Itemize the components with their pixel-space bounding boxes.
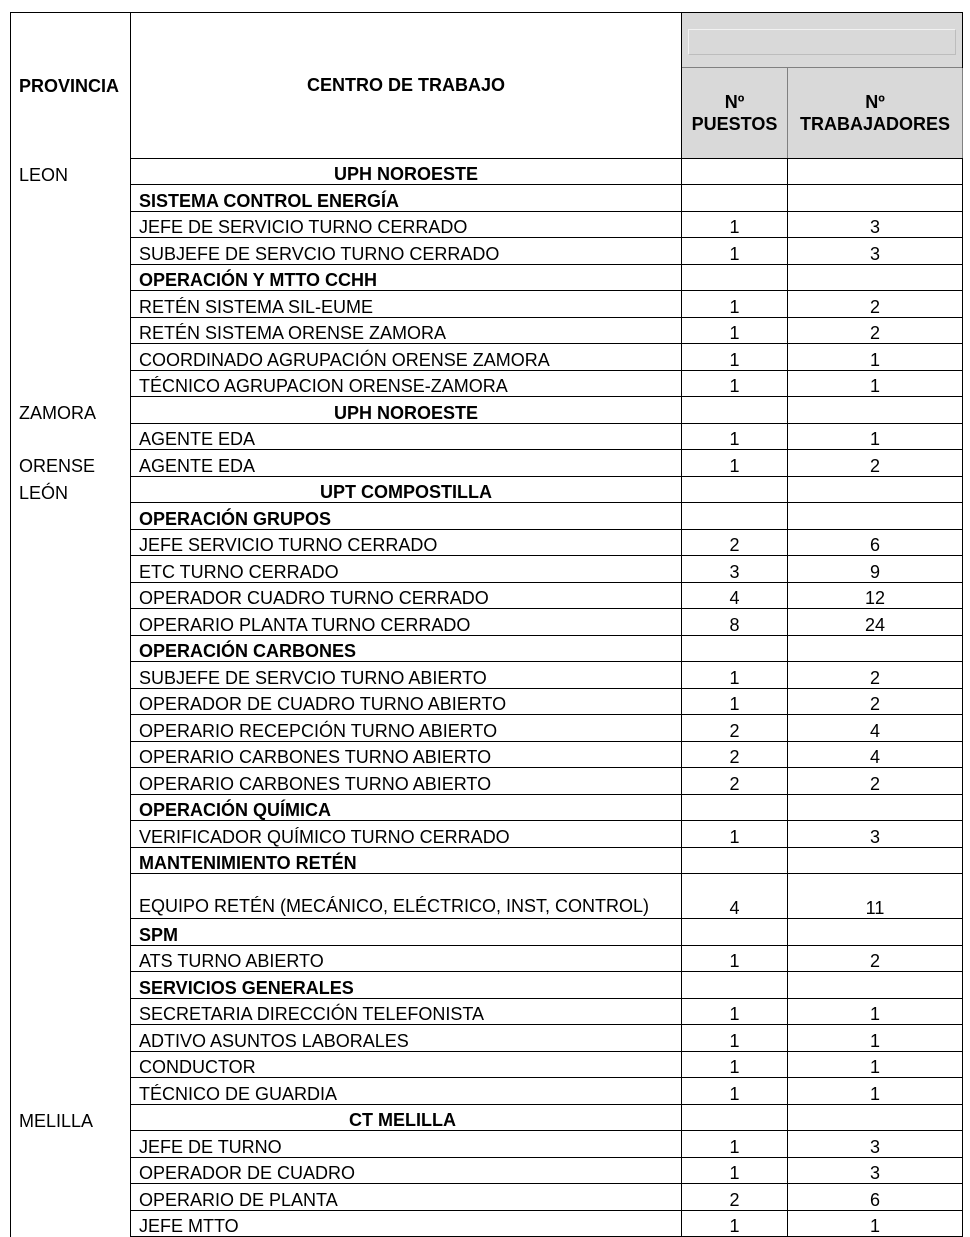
trabajadores-cell xyxy=(788,972,963,999)
trabajadores-cell: 11 xyxy=(788,874,963,919)
section-name-cell: SPM xyxy=(131,919,682,946)
section-name-cell: SISTEMA CONTROL ENERGÍA xyxy=(131,185,682,212)
puestos-cell: 1 xyxy=(682,238,788,265)
province-cell xyxy=(11,582,131,609)
province-cell: ORENSE xyxy=(11,450,131,477)
province-cell xyxy=(11,238,131,265)
unit-name-cell: UPH NOROESTE xyxy=(131,397,682,424)
trabajadores-cell xyxy=(788,503,963,530)
trabajadores-cell: 1 xyxy=(788,423,963,450)
trabajadores-cell: 6 xyxy=(788,1184,963,1211)
job-title-cell: EQUIPO RETÉN (MECÁNICO, ELÉCTRICO, INST, CONTROL) xyxy=(131,874,682,919)
job-title-cell: AGENTE EDA xyxy=(131,423,682,450)
province-cell xyxy=(11,794,131,821)
header-trabajadores xyxy=(788,67,963,158)
table-row xyxy=(11,1210,963,1237)
table-row xyxy=(11,185,963,212)
table-row xyxy=(11,768,963,795)
header-puestos xyxy=(682,67,788,158)
job-title-cell: OPERADOR DE CUADRO xyxy=(131,1157,682,1184)
job-title-cell: RETÉN SISTEMA SIL-EUME xyxy=(131,291,682,318)
header-puestos-line2: PUESTOS xyxy=(691,113,778,134)
province-cell xyxy=(11,688,131,715)
trabajadores-cell xyxy=(788,185,963,212)
puestos-cell: 1 xyxy=(682,998,788,1025)
trabajadores-cell xyxy=(788,847,963,874)
puestos-cell: 4 xyxy=(682,874,788,919)
trabajadores-cell xyxy=(788,476,963,503)
table-row xyxy=(11,1051,963,1078)
table-body xyxy=(11,158,963,1237)
trabajadores-cell: 3 xyxy=(788,1131,963,1158)
trabajadores-cell: 1 xyxy=(788,1210,963,1237)
puestos-cell xyxy=(682,264,788,291)
table-row xyxy=(11,945,963,972)
province-cell xyxy=(11,945,131,972)
puestos-cell: 3 xyxy=(682,556,788,583)
table-row xyxy=(11,291,963,318)
job-title-cell: OPERARIO CARBONES TURNO ABIERTO xyxy=(131,768,682,795)
trabajadores-cell xyxy=(788,794,963,821)
trabajadores-cell: 4 xyxy=(788,715,963,742)
section-name-cell: OPERACIÓN CARBONES xyxy=(131,635,682,662)
puestos-cell: 1 xyxy=(682,688,788,715)
table-row xyxy=(11,370,963,397)
job-title-cell: JEFE SERVICIO TURNO CERRADO xyxy=(131,529,682,556)
header-provincia: PROVINCIA xyxy=(11,13,131,159)
puestos-cell: 1 xyxy=(682,423,788,450)
trabajadores-cell: 1 xyxy=(788,370,963,397)
job-title-cell: JEFE DE TURNO xyxy=(131,1131,682,1158)
province-cell xyxy=(11,662,131,689)
province-cell: LEON xyxy=(11,158,131,185)
table-row xyxy=(11,919,963,946)
puestos-cell: 1 xyxy=(682,211,788,238)
trabajadores-cell: 3 xyxy=(788,821,963,848)
puestos-cell xyxy=(682,185,788,212)
puestos-cell: 1 xyxy=(682,1157,788,1184)
job-title-cell: ETC TURNO CERRADO xyxy=(131,556,682,583)
puestos-cell: 8 xyxy=(682,609,788,636)
province-cell xyxy=(11,503,131,530)
job-title-cell: SUBJEFE DE SERVCIO TURNO ABIERTO xyxy=(131,662,682,689)
puestos-cell xyxy=(682,635,788,662)
puestos-cell xyxy=(682,794,788,821)
province-cell xyxy=(11,1157,131,1184)
puestos-cell: 1 xyxy=(682,662,788,689)
job-title-cell: SUBJEFE DE SERVCIO TURNO CERRADO xyxy=(131,238,682,265)
puestos-cell: 1 xyxy=(682,1131,788,1158)
province-cell xyxy=(11,556,131,583)
puestos-cell xyxy=(682,972,788,999)
puestos-cell: 2 xyxy=(682,768,788,795)
job-title-cell: VERIFICADOR QUÍMICO TURNO CERRADO xyxy=(131,821,682,848)
trabajadores-cell xyxy=(788,635,963,662)
table-row xyxy=(11,556,963,583)
puestos-cell: 4 xyxy=(682,582,788,609)
table-row xyxy=(11,1157,963,1184)
province-cell xyxy=(11,1025,131,1052)
table-row xyxy=(11,423,963,450)
trabajadores-cell: 3 xyxy=(788,211,963,238)
province-cell xyxy=(11,821,131,848)
job-title-cell: TÉCNICO AGRUPACION ORENSE-ZAMORA xyxy=(131,370,682,397)
puestos-cell: 1 xyxy=(682,1078,788,1105)
province-cell xyxy=(11,635,131,662)
unit-name-cell: UPH NOROESTE xyxy=(131,158,682,185)
puestos-cell xyxy=(682,919,788,946)
province-cell xyxy=(11,1131,131,1158)
trabajadores-cell: 12 xyxy=(788,582,963,609)
table-row xyxy=(11,211,963,238)
puestos-cell xyxy=(682,476,788,503)
table-row xyxy=(11,1184,963,1211)
trabajadores-cell: 1 xyxy=(788,1078,963,1105)
table-row xyxy=(11,317,963,344)
province-cell xyxy=(11,874,131,919)
province-cell xyxy=(11,264,131,291)
puestos-cell: 1 xyxy=(682,821,788,848)
puestos-cell xyxy=(682,847,788,874)
table-row xyxy=(11,662,963,689)
province-cell xyxy=(11,998,131,1025)
header-trabajadores-line2: TRABAJADORES xyxy=(799,113,950,134)
province-cell xyxy=(11,344,131,371)
trabajadores-cell: 2 xyxy=(788,291,963,318)
job-title-cell: AGENTE EDA xyxy=(131,450,682,477)
trabajadores-cell: 2 xyxy=(788,768,963,795)
province-cell xyxy=(11,1051,131,1078)
table-container xyxy=(10,12,962,1236)
table-row xyxy=(11,1078,963,1105)
table-row xyxy=(11,582,963,609)
puestos-cell xyxy=(682,503,788,530)
province-cell xyxy=(11,423,131,450)
province-cell xyxy=(11,1210,131,1237)
job-title-cell: OPERARIO PLANTA TURNO CERRADO xyxy=(131,609,682,636)
province-cell xyxy=(11,1184,131,1211)
puestos-cell xyxy=(682,158,788,185)
province-cell xyxy=(11,741,131,768)
trabajadores-cell: 6 xyxy=(788,529,963,556)
table-row xyxy=(11,238,963,265)
puestos-cell: 1 xyxy=(682,370,788,397)
section-name-cell: SERVICIOS GENERALES xyxy=(131,972,682,999)
table-row xyxy=(11,609,963,636)
province-cell xyxy=(11,715,131,742)
header-group-box xyxy=(688,29,956,55)
table-row xyxy=(11,1025,963,1052)
header-trabajadores-line1: Nº xyxy=(865,91,885,112)
job-title-cell: OPERADOR DE CUADRO TURNO ABIERTO xyxy=(131,688,682,715)
job-title-cell: CONDUCTOR xyxy=(131,1051,682,1078)
trabajadores-cell: 2 xyxy=(788,688,963,715)
province-cell xyxy=(11,211,131,238)
job-title-cell: COORDINADO AGRUPACIÓN ORENSE ZAMORA xyxy=(131,344,682,371)
section-name-cell: MANTENIMIENTO RETÉN xyxy=(131,847,682,874)
section-name-cell: OPERACIÓN QUÍMICA xyxy=(131,794,682,821)
job-title-cell: OPERARIO CARBONES TURNO ABIERTO xyxy=(131,741,682,768)
job-title-cell: SECRETARIA DIRECCIÓN TELEFONISTA xyxy=(131,998,682,1025)
section-name-cell: OPERACIÓN GRUPOS xyxy=(131,503,682,530)
trabajadores-cell: 2 xyxy=(788,450,963,477)
job-title-cell: JEFE MTTO xyxy=(131,1210,682,1237)
table-row xyxy=(11,972,963,999)
trabajadores-cell xyxy=(788,919,963,946)
table-row xyxy=(11,821,963,848)
province-cell xyxy=(11,185,131,212)
table-row xyxy=(11,264,963,291)
trabajadores-cell: 3 xyxy=(788,1157,963,1184)
puestos-cell: 2 xyxy=(682,1184,788,1211)
trabajadores-cell: 2 xyxy=(788,945,963,972)
trabajadores-cell: 2 xyxy=(788,662,963,689)
staffing-table xyxy=(10,12,963,1237)
puestos-cell: 2 xyxy=(682,529,788,556)
job-title-cell: ADTIVO ASUNTOS LABORALES xyxy=(131,1025,682,1052)
table-row xyxy=(11,874,963,919)
trabajadores-cell xyxy=(788,264,963,291)
job-title-cell: JEFE DE SERVICIO TURNO CERRADO xyxy=(131,211,682,238)
trabajadores-cell: 9 xyxy=(788,556,963,583)
table-row xyxy=(11,1104,963,1131)
trabajadores-cell: 1 xyxy=(788,344,963,371)
table-row xyxy=(11,158,963,185)
trabajadores-cell: 1 xyxy=(788,1025,963,1052)
table-row xyxy=(11,450,963,477)
province-cell xyxy=(11,609,131,636)
job-title-cell: RETÉN SISTEMA ORENSE ZAMORA xyxy=(131,317,682,344)
puestos-cell: 1 xyxy=(682,1210,788,1237)
trabajadores-cell: 1 xyxy=(788,998,963,1025)
trabajadores-cell xyxy=(788,158,963,185)
header-centro: CENTRO DE TRABAJO xyxy=(131,13,682,159)
table-row xyxy=(11,715,963,742)
table-row xyxy=(11,344,963,371)
table-row xyxy=(11,1131,963,1158)
puestos-cell: 2 xyxy=(682,715,788,742)
province-cell xyxy=(11,370,131,397)
table-row xyxy=(11,635,963,662)
puestos-cell: 1 xyxy=(682,1051,788,1078)
province-cell xyxy=(11,919,131,946)
unit-name-cell: CT MELILLA xyxy=(131,1104,682,1131)
puestos-cell: 1 xyxy=(682,317,788,344)
trabajadores-cell xyxy=(788,397,963,424)
province-cell xyxy=(11,1078,131,1105)
province-cell xyxy=(11,529,131,556)
job-title-cell: TÉCNICO DE GUARDIA xyxy=(131,1078,682,1105)
header-puestos-line1: Nº xyxy=(724,91,745,112)
trabajadores-cell xyxy=(788,1104,963,1131)
table-row xyxy=(11,998,963,1025)
header-group-cell xyxy=(682,13,963,68)
trabajadores-cell: 3 xyxy=(788,238,963,265)
trabajadores-cell: 2 xyxy=(788,317,963,344)
job-title-cell: OPERARIO DE PLANTA xyxy=(131,1184,682,1211)
puestos-cell: 1 xyxy=(682,450,788,477)
table-row xyxy=(11,794,963,821)
province-cell: MELILLA xyxy=(11,1104,131,1131)
unit-name-cell: UPT COMPOSTILLA xyxy=(131,476,682,503)
puestos-cell: 1 xyxy=(682,291,788,318)
job-title-cell: OPERARIO RECEPCIÓN TURNO ABIERTO xyxy=(131,715,682,742)
puestos-cell xyxy=(682,397,788,424)
table-row xyxy=(11,529,963,556)
province-cell: LEÓN xyxy=(11,476,131,503)
trabajadores-cell: 1 xyxy=(788,1051,963,1078)
table-row xyxy=(11,741,963,768)
province-cell: ZAMORA xyxy=(11,397,131,424)
province-cell xyxy=(11,291,131,318)
table-row xyxy=(11,688,963,715)
puestos-cell: 1 xyxy=(682,1025,788,1052)
trabajadores-cell: 4 xyxy=(788,741,963,768)
province-cell xyxy=(11,768,131,795)
job-title-cell: ATS TURNO ABIERTO xyxy=(131,945,682,972)
province-cell xyxy=(11,972,131,999)
puestos-cell xyxy=(682,1104,788,1131)
table-row xyxy=(11,476,963,503)
puestos-cell: 1 xyxy=(682,945,788,972)
province-cell xyxy=(11,317,131,344)
table-row xyxy=(11,503,963,530)
section-name-cell: OPERACIÓN Y MTTO CCHH xyxy=(131,264,682,291)
trabajadores-cell: 24 xyxy=(788,609,963,636)
province-cell xyxy=(11,847,131,874)
table-row xyxy=(11,397,963,424)
puestos-cell: 1 xyxy=(682,344,788,371)
job-title-cell: OPERADOR CUADRO TURNO CERRADO xyxy=(131,582,682,609)
table-row xyxy=(11,847,963,874)
puestos-cell: 2 xyxy=(682,741,788,768)
